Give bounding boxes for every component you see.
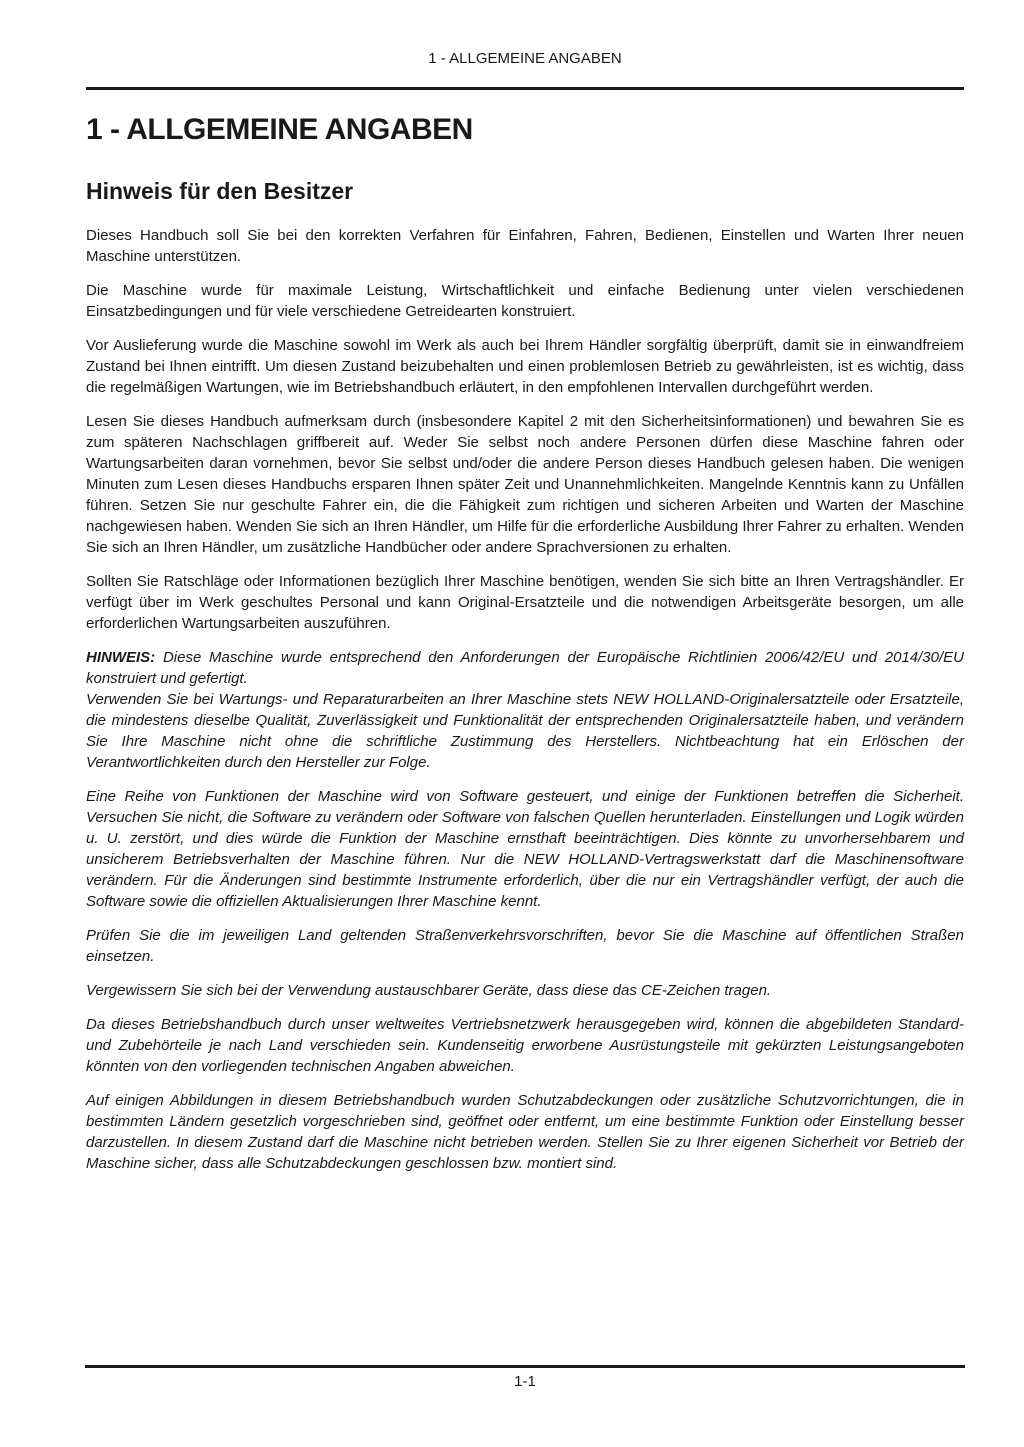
paragraph-ce-mark: Vergewissern Sie sich bei der Verwendung austauschbarer Geräte, dass diese das CE-Zeichen tragen. bbox=[86, 982, 772, 999]
paragraph-software: Eine Reihe von Funktionen der Maschine wird von Software gesteuert, und einige der Funktionen betreffen die Sicherheit. Versuchen Sie nicht, die Software zu verändern oder Software von falschen Quellen herunterladen. Einstellungen und Logik würden u. U. zerstört, und dies würde die Funktion der Maschine ernsthaft beeinträchtigen. Dies könnte zu unvorhersehbarem und unsicherem Betriebsverhalten der Maschine führen. Nur die NEW HOLLAND-Vertragswerkstatt darf die Maschinensoftware verändern. Für die Änderungen sind bestimmte Instrumente erforderlich, über die nur ein Vertragshändler verfügt, der auch die Software sowie die offiziellen Aktualisierungen Ihrer Maschine kennt. bbox=[86, 788, 964, 910]
running-header: 1 - ALLGEMEINE ANGABEN bbox=[428, 50, 622, 67]
page-number: 1-1 bbox=[514, 1373, 536, 1390]
section-title: Hinweis für den Besitzer bbox=[86, 178, 354, 204]
paragraph-distribution: Da dieses Betriebshandbuch durch unser weltweites Vertriebsnetzwerk herausgegeben wird, können die abgebildeten Standard- und Zubehörteile je nach Land verschieden sein. Kundenseitig erworbene Ausrüstungsteile mit gekürzten Leistungsangeboten könnten von den vorliegenden technischen Angaben abweichen. bbox=[86, 1016, 964, 1075]
note-block bbox=[86, 647, 964, 773]
header-rule bbox=[86, 87, 964, 90]
paragraph-intro: Dieses Handbuch soll Sie bei den korrekten Verfahren für Einfahren, Fahren, Bedienen, Einstellen und Warten Ihrer neuen Maschine unterstützen. bbox=[86, 227, 964, 265]
note-paragraph bbox=[86, 647, 964, 689]
note-continuation: Verwenden Sie bei Wartungs- und Reparaturarbeiten an Ihrer Maschine stets NEW HOLLAND-Originalersatzteile oder Ersatzteile, die mindestens dieselbe Qualität, Zuverlässigkeit und Funktionalität der entsprechenden Originalersatzteile haben, und verändern Sie Ihre Maschine nicht ohne die schriftliche Zustimmung des Herstellers. Nichtbeachtung hat ein Erlöschen der Verantwortlichkeiten durch den Hersteller zur Folge. bbox=[86, 691, 964, 771]
paragraph-dealer-advice: Sollten Sie Ratschläge oder Informationen bezüglich Ihrer Maschine benötigen, wenden Sie sich bitte an Ihren Vertragshändler. Er verfügt über im Werk geschultes Personal und kann Original-Ersatzteile und die notwendigen Arbeitsgeräte besorgen, um alle erforderlichen Wartungsarbeiten auszuführen. bbox=[86, 573, 964, 632]
paragraph-road-rules: Prüfen Sie die im jeweiligen Land geltenden Straßenverkehrsvorschriften, bevor Sie die Maschine auf öffentlichen Straßen einsetzen. bbox=[86, 927, 964, 965]
paragraph-pre-delivery: Vor Auslieferung wurde die Maschine sowohl im Werk als auch bei Ihrem Händler sorgfältig überprüft, damit sie in einwandfreiem Zustand bei Ihnen eintrifft. Um diesen Zustand beizubehalten und einen problemlosen Betrieb zu gewährleisten, ist es wichtig, dass die regelmäßigen Wartungen, wie im Betriebshandbuch erläutert, in den empfohlenen Intervallen durchgeführt werden. bbox=[86, 337, 964, 396]
paragraph-machine-design: Die Maschine wurde für maximale Leistung, Wirtschaftlichkeit und einfache Bedienung unter vielen verschiedenen Einsatzbedingungen und für viele verschiedene Getreidearten konstruiert. bbox=[86, 282, 964, 320]
body-text bbox=[86, 225, 964, 1174]
page-content bbox=[86, 0, 964, 1187]
paragraph-read-manual: Lesen Sie dieses Handbuch aufmerksam durch (insbesondere Kapitel 2 mit den Sicherheitsinformationen) und bewahren Sie es zum späteren Nachschlagen griffbereit auf. Weder Sie selbst noch andere Personen dürfen diese Maschine fahren oder Wartungsarbeiten daran vornehmen, bevor Sie selbst und/oder die andere Person dieses Handbuch gelesen haben. Die wenigen Minuten zum Lesen dieses Handbuchs ersparen Ihnen später Zeit und Unannehmlichkeiten. Mangelnde Kenntnis kann zu Unfällen führen. Setzen Sie nur geschulte Fahrer ein, die die Fähigkeit zum richtigen und sicheren Arbeiten und Warten der Maschine nachgewiesen haben. Wenden Sie sich an Ihren Händler, um Hilfe für die erforderliche Ausbildung Ihrer Fahrer zu erhalten. Wenden Sie sich an Ihren Händler, um zusätzliche Handbücher oder andere Sprachversionen zu erhalten. bbox=[86, 413, 964, 556]
chapter-title: 1 - ALLGEMEINE ANGABEN bbox=[86, 113, 473, 146]
page-footer bbox=[85, 1365, 965, 1390]
footer-rule bbox=[85, 1365, 965, 1368]
note-text: Diese Maschine wurde entsprechend den Anforderungen der Europäische Richtlinien 2006/42/EU und 2014/30/EU konstruiert und gefertigt. bbox=[86, 649, 964, 687]
paragraph-guards: Auf einigen Abbildungen in diesem Betriebshandbuch wurden Schutzabdeckungen oder zusätzliche Schutzvorrichtungen, die in bestimmten Ländern gesetzlich vorgeschrieben sind, geöffnet oder entfernt, um eine bestimmte Funktion oder Einstellung besser darzustellen. In diesem Zustand darf die Maschine nicht betrieben werden. Stellen Sie zu Ihrer eigenen Sicherheit vor Betrieb der Maschine sicher, dass alle Schutzabdeckungen geschlossen bzw. montiert sind. bbox=[86, 1092, 964, 1172]
note-label: HINWEIS: bbox=[86, 649, 156, 666]
